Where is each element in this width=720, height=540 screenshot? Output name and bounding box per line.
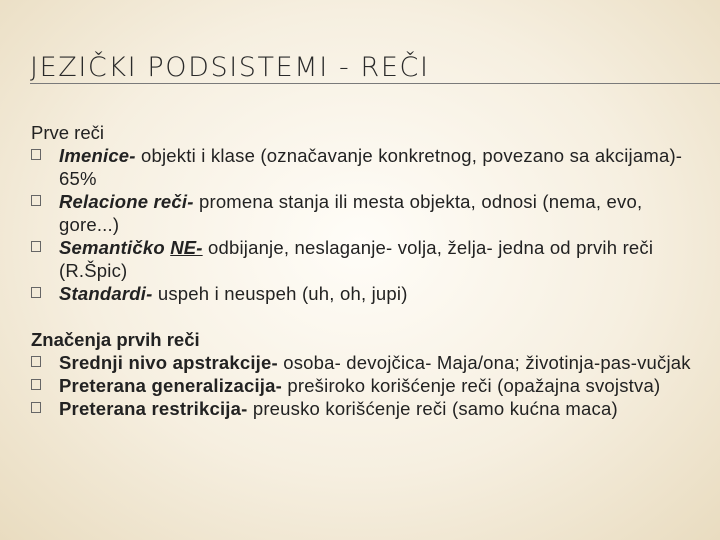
item-term-ne: NE- xyxy=(170,237,203,258)
bullet-box-icon xyxy=(31,287,41,298)
list-item xyxy=(31,282,701,305)
title-divider xyxy=(30,83,720,84)
list-item xyxy=(31,190,701,236)
list-item xyxy=(31,236,701,282)
slide-body xyxy=(31,121,701,420)
item-text: objekti i klase (označavanje konkretnog, povezano sa akcijama)- 65% xyxy=(59,145,683,189)
bullet-box-icon xyxy=(31,149,41,160)
bullet-box-icon xyxy=(31,241,41,252)
list-item xyxy=(31,351,701,374)
bullet-box-icon xyxy=(31,356,41,367)
section-heading: Značenja prvih reči xyxy=(31,329,200,350)
section-meanings xyxy=(31,328,701,420)
list-item xyxy=(31,144,701,190)
item-text: uspeh i neuspeh (uh, oh, jupi) xyxy=(152,283,408,304)
bullet-box-icon xyxy=(31,402,41,413)
item-term: Srednji nivo apstrakcije- xyxy=(59,352,278,373)
item-term: Relacione reči- xyxy=(59,191,194,212)
list-item xyxy=(31,374,701,397)
item-text: osoba- devojčica- Maja/ona; životinja-pas-vučjak xyxy=(277,352,691,373)
item-text: preširoko korišćenje reči (opažajna svojstva) xyxy=(282,375,661,396)
item-text: preusko korišćenje reči (samo kućna maca) xyxy=(247,398,618,419)
item-text: promena stanja ili mesta objekta, odnosi (nema, evo, gore...) xyxy=(59,191,643,235)
bullet-box-icon xyxy=(31,379,41,390)
item-term: Preterana generalizacija- xyxy=(59,375,282,396)
item-term: Imenice- xyxy=(59,145,136,166)
item-term: Standardi- xyxy=(59,283,153,304)
section-heading: Prve reči xyxy=(31,122,104,143)
slide-title: JEZIČKI PODSISTEMI - REČI xyxy=(30,52,430,83)
bullet-box-icon xyxy=(31,195,41,206)
item-term: Semantičko xyxy=(59,237,171,258)
list-item xyxy=(31,397,701,420)
item-text: odbijanje, neslaganje- volja, želja- jedna od prvih reči (R.Špic) xyxy=(59,237,654,281)
section-first-words xyxy=(31,121,701,305)
item-term: Preterana restrikcija- xyxy=(59,398,248,419)
